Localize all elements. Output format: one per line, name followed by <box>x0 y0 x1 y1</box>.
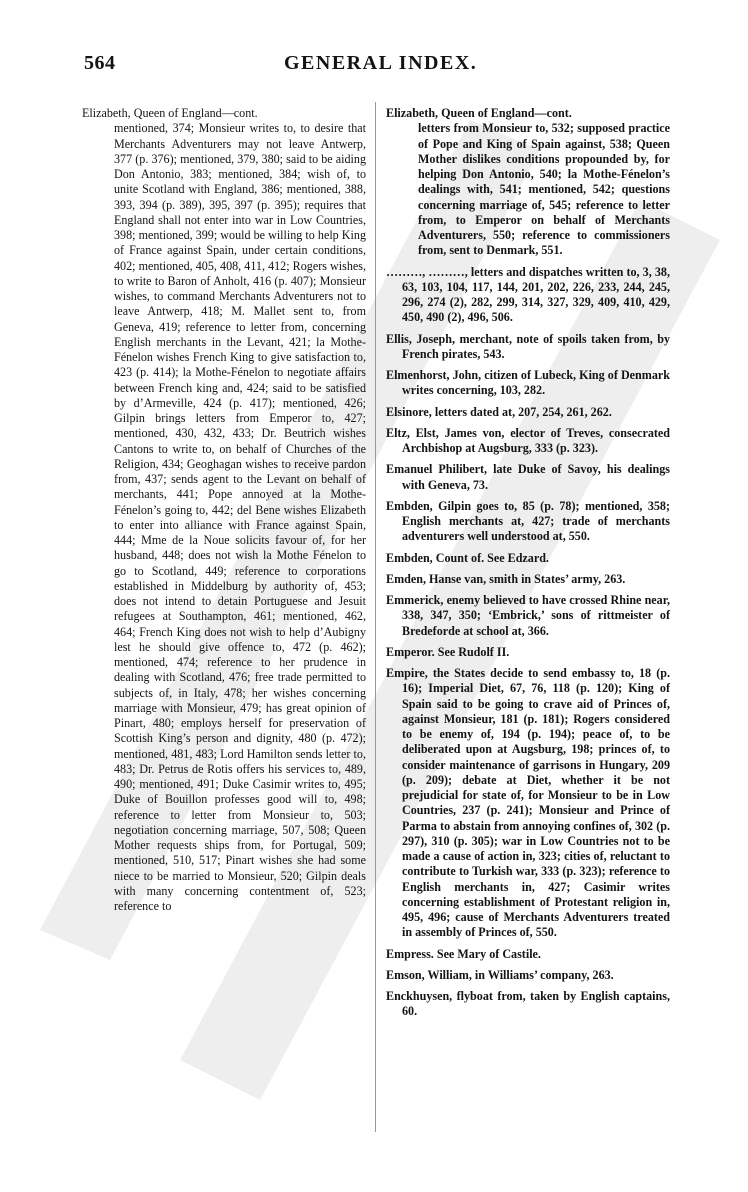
index-entry <box>82 106 366 914</box>
index-entry: Emden, Hanse van, smith in States’ army, 263. <box>386 571 626 586</box>
index-entry: Embden, Count of. See Edzard. <box>386 550 549 565</box>
index-entry: Elmenhorst, John, citizen of Lubeck, King of Denmark writes concerning, 103, 282. <box>386 368 670 398</box>
index-entry: Elsinore, letters dated at, 207, 254, 261, 262. <box>386 404 612 419</box>
entry-body: letters from Monsieur to, 532; supposed practice of Pope and King of Spain against, 538; Queen Mother dislikes conditions propounded by, for helping Don Antonio, 540; la Mothe-Fénelon’s dealings with, 541; mentioned, 542; questions concerning marriage of, 545; reference to letter from, to Emperor on behalf of Merchants Adventurers, 550; reference to commissioners from, sent to Denmark, 551. <box>418 121 670 258</box>
index-entry: Empress. See Mary of Castile. <box>386 946 541 961</box>
index-entry: Embden, Gilpin goes to, 85 (p. 78); mentioned, 358; English merchants at, 427; trade of merchants adventurers well understood at, 550. <box>386 498 670 544</box>
index-entry: Empire, the States decide to send embassy to, 18 (p. 16); Imperial Diet, 67, 76, 118 (p. 120); King of Spain said to be going to crave aid of Princes of, against Monsieur, 181 (p. 181); Rogers considered to be enemy of, 194 (p. 194); peace of, to be deliberated upon at Augsburg, 198; princes of, to consider maintenance of garrisons in Hungary, 209 (p. 209); debate at Diet, whether it be not prejudicial for state of, for Monsieur to be in Low Countries, 237 (p. 241); Monsieur and Prince of Parma to abstain from annoying confines of, 302 (p. 297), 310 (p. 305); war in Low Countries not to be made a cause of action in, 323; cities of, reluctant to contribute to Turkish war, 333 (p. 323); reference to English merchants in, 427; Casimir writes concerning establishment of Protestant religion in, 495, 496; cause of Merchants Adventurers treated in assembly of Princes of, 550. <box>386 666 670 940</box>
index-entry: Eltz, Elst, James von, elector of Treves, consecrated Archbishop at Augsburg, 333 (p. 323). <box>386 425 670 455</box>
index-entry <box>386 106 670 259</box>
running-title: GENERAL INDEX. <box>284 52 478 74</box>
index-entry: Ellis, Joseph, merchant, note of spoils taken from, by French pirates, 543. <box>386 331 670 361</box>
page-number: 564 <box>84 52 116 74</box>
page-header <box>0 52 748 80</box>
index-entry: Emson, William, in Williams’ company, 263. <box>386 967 614 982</box>
right-column <box>386 106 670 1026</box>
entry-heading: Elizabeth, Queen of England—cont. <box>82 106 258 120</box>
column-divider <box>375 102 376 1132</box>
entry-heading: Elizabeth, Queen of England—cont. <box>386 106 572 120</box>
entry-body: mentioned, 374; Monsieur writes to, to desire that Merchants Adventurers may not leave Antwerp, 377 (p. 376); mentioned, 379, 380; said to be aiding Don Antonio, 383; mentioned, 384; wish of, to unite Scotland with England, 386; mentioned, 388, 393, 394 (p. 389), 395, 397 (p. 395); requires that England shall not enter into war in Low Countries, 398; mentioned, 399; would be willing to help King of France against Spain, under certain conditions, 402; mentioned, 405, 408, 411, 412; Rogers wishes, to write to Baron of Anholt, 416 (p. 407); Monsieur wishes, to command Merchants Adventurers not to leave Antwerp, 418; M. Mallet sent to, from Geneva, 419; reference to letter from, concerning English merchants in the Levant, 421; la Mothe-Fénelon wishes French King to give satisfaction to, 423 (p. 414); la Mothe-Fénelon to negotiate affairs between French king and, 424; said to be satisfied by d’Armeville, 424 (p. 417); mentioned, 426; Gilpin brings letters from Emperor to, 427; mentioned, 430, 432, 433; Dr. Beutrich wishes Cantons to write to, on behalf of Churches of the Religion, 434; Geoghagan wishes to receive pardon from, 437; sends agent to the Levant on behalf of merchants, 441; Pope annoyed at la Mothe-Fénelon’s going to, 442; del Bene wishes Elizabeth to enter into alliance with France against Spain, 444; Mme de la Noue solicits favour of, for her husband, 448; does not wish la Mothe Fénelon to go to Scotland, 449; reference to corporations established in Middelburg by authority of, 453; does not intend to detain Portuguese and Jesuit refugees at Southampton, 461; mentioned, 462, 464; French King does not wish to help d’Aubigny lest he should give offence to, 472 (p. 462); mentioned, 474; reference to her prudence in dealing with Scotland, 476; free trade permitted to subjects of, in Italy, 478; her wishes concerning marriage with Monsieur, 479; has great opinion of Pinart, 480; employs herself for preservation of Scottish King’s person and dignity, 480 (p. 472); mentioned, 481, 483; Lord Hamilton sends letter to, 483; Dr. Petrus de Rotis offers his services to, 489, 490; mentioned, 491; Duke Casimir writes to, 495; Duke of Bouillon professes good will to, 498; reference to letter from Monsieur to, 503; negotiation concerning marriage, 507, 508; Queen Mother requests ships from, for Portugal, 509; mentioned, 510, 517; Pinart wishes she had some niece to be married to Monsieur, 520; Gilpin deals with many concerning contentment of, 523; reference to <box>114 121 366 913</box>
index-entry: Emmerick, enemy believed to have crossed Rhine near, 338, 347, 350; ‘Embrick,’ sons of rittmeister of Bredeforde at school at, 366. <box>386 593 670 638</box>
left-column <box>82 106 366 914</box>
index-entry: ………, ………, letters and dispatches written to, 3, 38, 63, 103, 104, 117, 144, 201, 202, 226, 233, 244, 245, 296, 274 (2), 282, 299, 314, 327, 329, 409, 410, 429, 450, 490 (2), 496, 506. <box>386 264 670 325</box>
index-entry: Enckhuysen, flyboat from, taken by English captains, 60. <box>386 989 670 1019</box>
index-entry: Emanuel Philibert, late Duke of Savoy, his dealings with Geneva, 73. <box>386 462 670 492</box>
index-entry: Emperor. See Rudolf II. <box>386 644 510 659</box>
